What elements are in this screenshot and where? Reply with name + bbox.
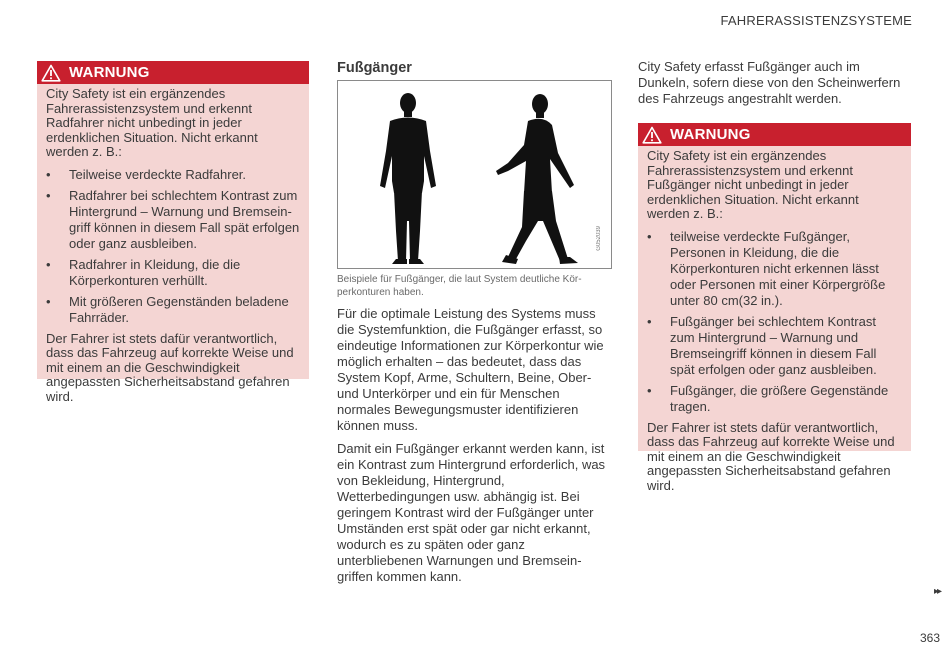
warning-label: WARNUNG [670, 126, 751, 143]
list-item: • Fußgänger bei schlechtem Kontrast zum Hintergrund – Warnung und Bremseingriff können in diesem Fall spät erfolgen oder ganz ausbleiben. [647, 314, 902, 378]
warning-body [638, 146, 911, 501]
warning-header [37, 61, 309, 84]
warning-list [647, 229, 902, 415]
list-item: • teilweise verdeckte Fußgänger, Personen in Kleidung, die die Körperkonturen nicht erkennen lässt oder Personen mit einer Körpergröße unter 80 cm(32 in.). [647, 229, 902, 309]
warning-triangle-icon [41, 64, 61, 82]
pedestrian-figure [337, 80, 612, 269]
page-number: 363 [919, 631, 940, 645]
section-heading: Fußgänger [337, 60, 412, 76]
list-item: • Fußgänger, die größere Gegenstände tragen. [647, 383, 902, 415]
list-item: • Radfahrer in Kleidung, die die Körperkonturen verhüllt. [46, 257, 300, 289]
right-intro-text [638, 59, 912, 107]
list-item: • Teilweise verdeckte Radfahrer. [46, 167, 300, 183]
warning-label: WARNUNG [69, 64, 150, 81]
figure-code: G052039 [596, 226, 602, 251]
warning-box-pedestrians [638, 123, 911, 493]
warning-intro: City Safety ist ein ergänzendes Fahrerassistenzsystem und erkennt Radfahrer nicht unbedingt in jeder erdenklichen Situation. Nicht erkannt werden z. B.: [46, 86, 258, 159]
paragraph: City Safety erfasst Fußgänger auch im Dunkeln, sofern diese von den Scheinwerfern des Fahrzeugs angestrahlt werden. [638, 59, 901, 106]
warning-outro: Der Fahrer ist stets dafür verantwortlich, dass das Fahrzeug auf korrekte Weise und mit einem an die Geschwindigkeit angepassten Sicherheitsabstand gefahren wird. [46, 330, 294, 404]
section-title: FAHRERASSISTENZSYSTEME [720, 13, 912, 28]
warning-triangle-icon [642, 126, 662, 144]
list-item: • Mit größeren Gegenständen beladene Fahrräder. [46, 294, 300, 326]
paragraph: Damit ein Fußgänger erkannt werden kann, ist ein Kontrast zum Hintergrund erforderlich, was von Bekleidung, Hintergrund, Wetterbedingungen usw. abhängig ist. Bei geringem Kontrast wird der Fußgänger unter Umständen erst spät oder gar nicht erkannt, wodurch es zu späten oder ganz unterbliebenen Warnungen und Bremseingriffen kommen kann. [337, 441, 606, 584]
warning-box-cyclists [37, 61, 309, 404]
pedestrian-silhouettes-illustration [338, 81, 611, 268]
warning-intro: City Safety ist ein ergänzendes Fahrerassistenzsystem und erkennt Fußgänger nicht unbedingt in jeder erdenklichen Situation. Nicht erkannt werden z. B.: [647, 148, 859, 221]
body-text [337, 306, 613, 592]
figure-caption: Beispiele für Fußgänger, die laut System deutliche Körperkonturen haben. [337, 274, 582, 298]
warning-list [46, 167, 300, 326]
next-page-arrows-icon[interactable]: ▸▸ [933, 586, 940, 597]
warning-body [37, 84, 309, 412]
walking-person-icon [496, 94, 578, 264]
standing-person-icon [380, 93, 436, 264]
warning-outro: Der Fahrer ist stets dafür verantwortlich, dass das Fahrzeug auf korrekte Weise und mit einem an die Geschwindigkeit angepassten Sicherheitsabstand gefahren wird. [647, 419, 895, 493]
warning-header [638, 123, 911, 146]
paragraph: Für die optimale Leistung des Systems muss die Systemfunktion, die Fußgänger erfasst, so eindeutige Informationen zur Körperkontur wie möglich erhalten – das bedeutet, dass das System Kopf, Arme, Schultern, Beine, Ober- und Unterkörper und ein für Menschen normales Bewegungsmuster identifizieren können muss. [337, 306, 604, 433]
list-item: • Radfahrer bei schlechtem Kontrast zum Hintergrund – Warnung und Bremseingriff können in diesem Fall spät erfolgen oder ganz ausbleiben. [46, 188, 300, 252]
